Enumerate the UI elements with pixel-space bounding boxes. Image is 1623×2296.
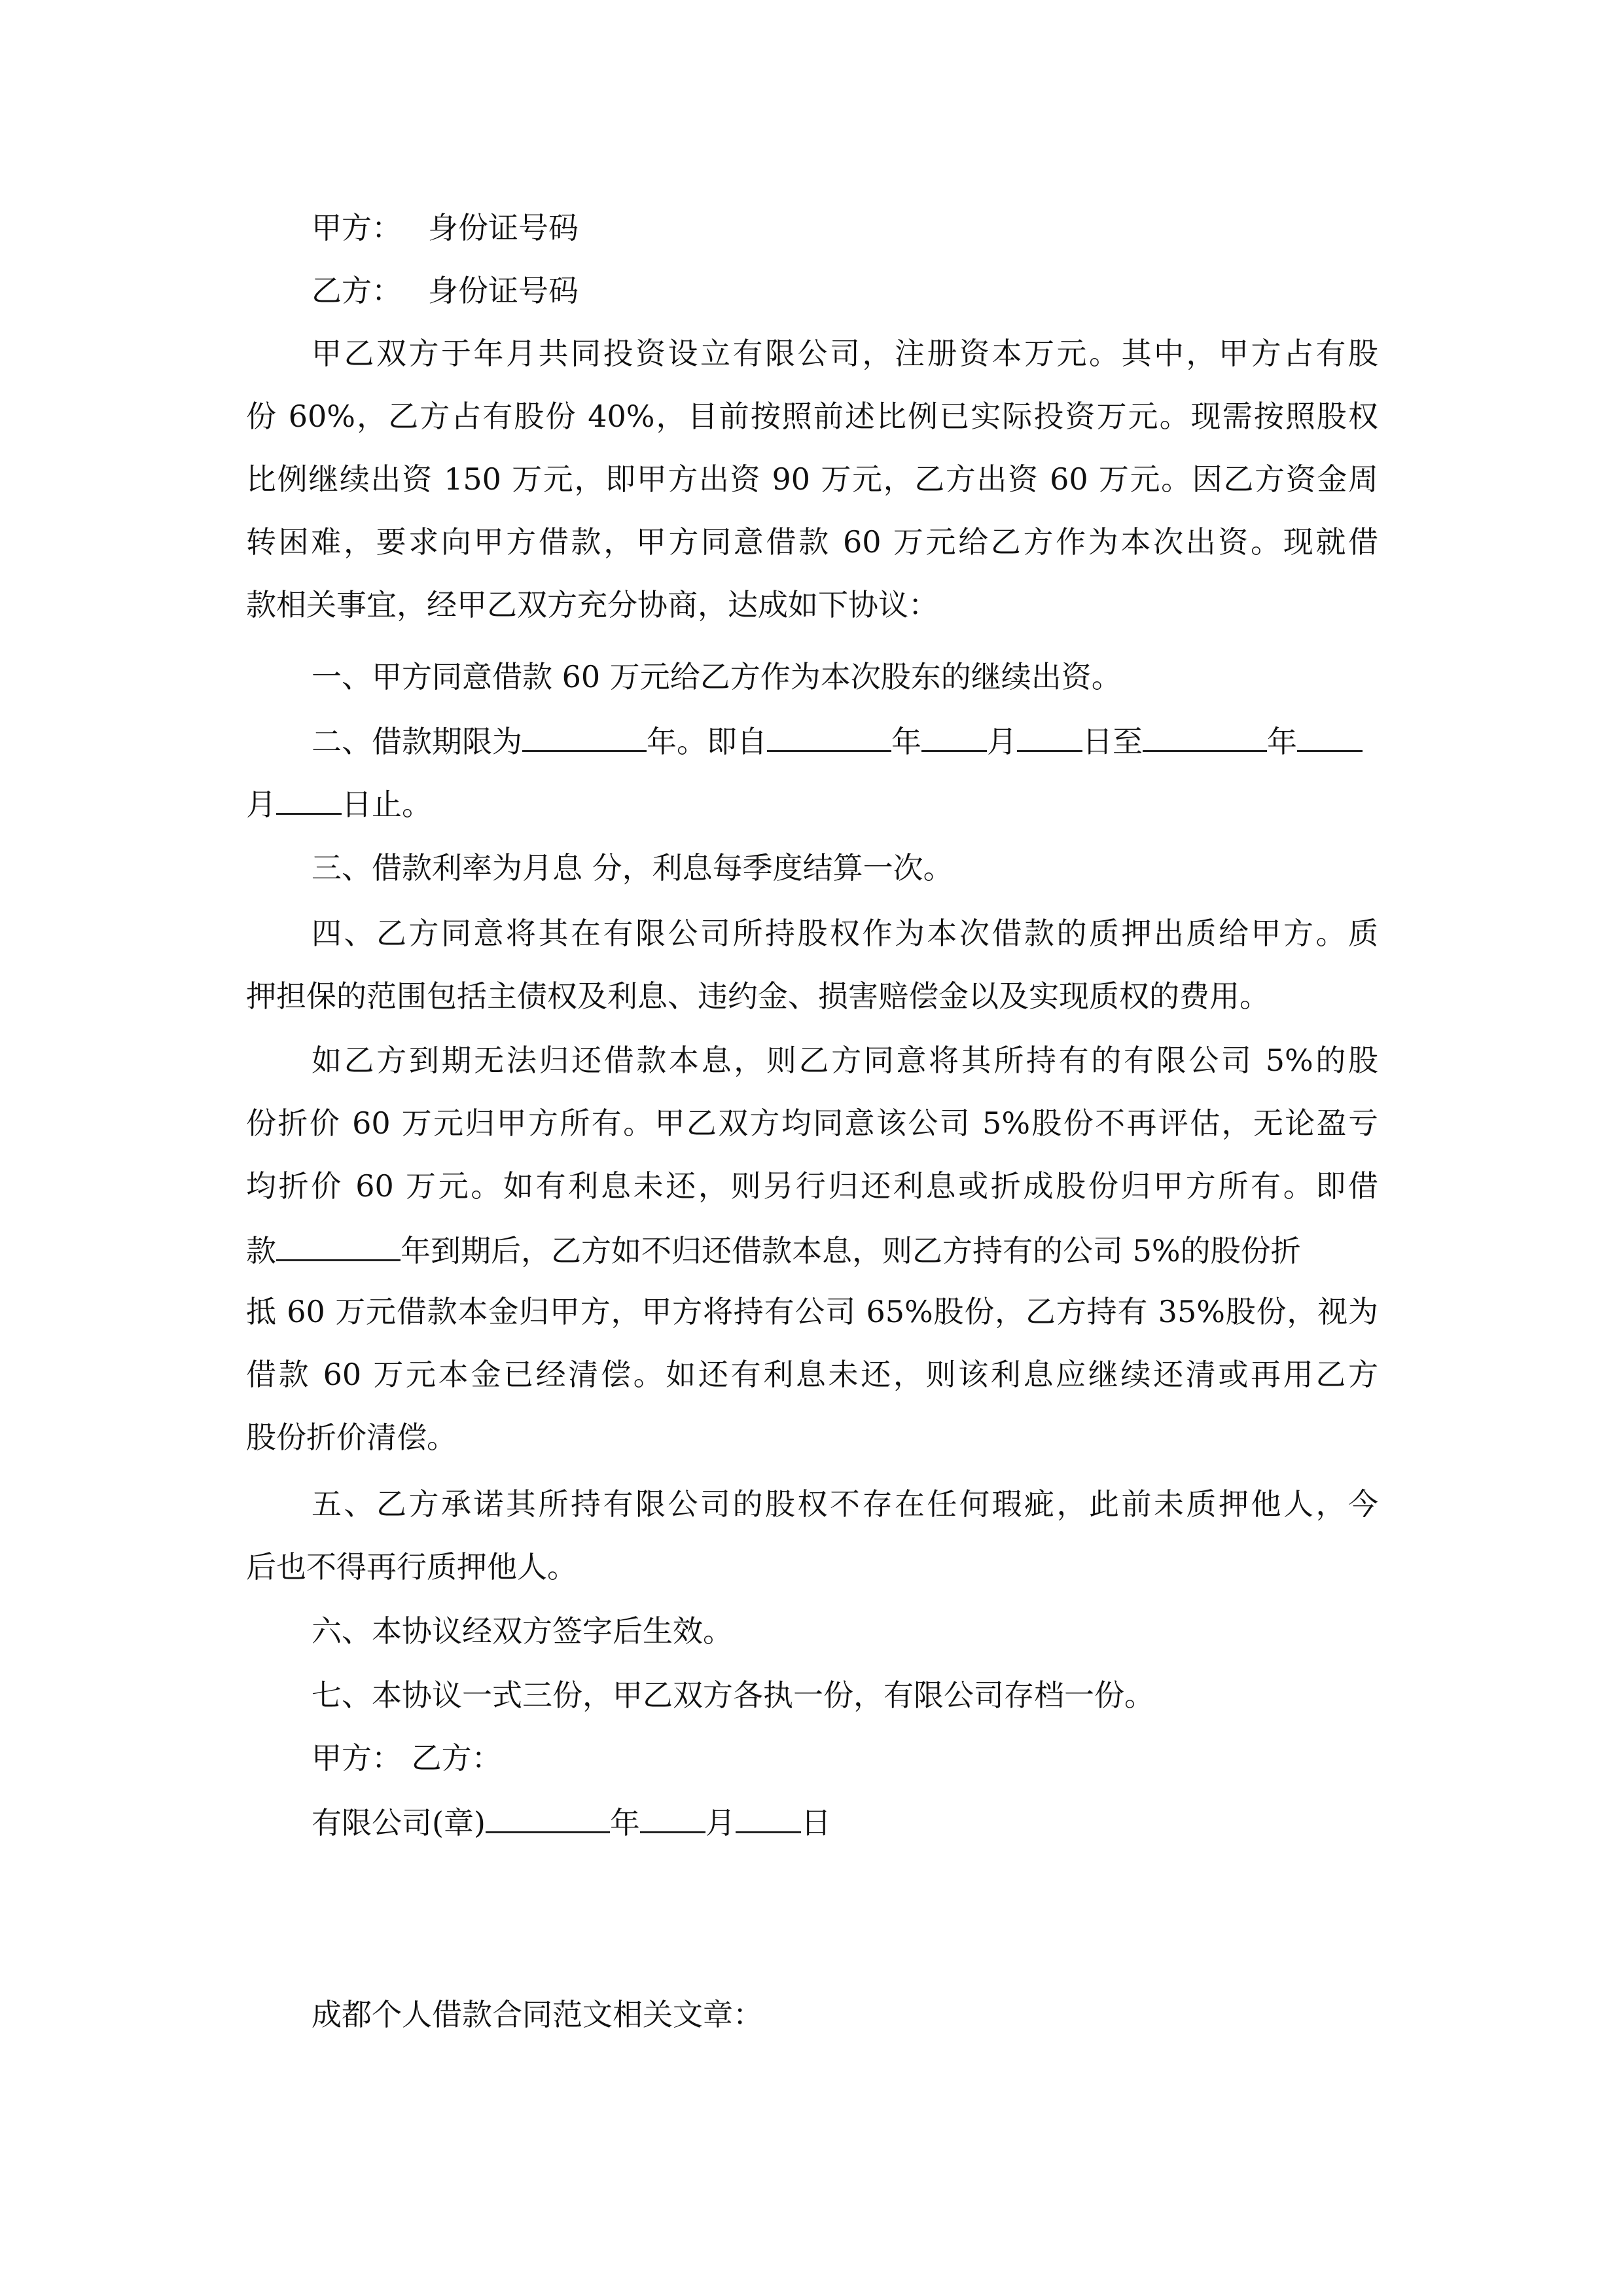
clause-7: 七、本协议一式三份，甲乙双方各执一份，有限公司存档一份。	[312, 1677, 1154, 1713]
end-year-blank	[1143, 720, 1267, 752]
clause-4b-line: 份折价 60 万元归甲方所有。甲乙双方均同意该公司 5%股份不再评估，无论盈亏	[246, 1105, 1378, 1141]
company-seal-label: 有限公司(章)	[312, 1805, 486, 1840]
sign-day-blank	[736, 1801, 801, 1833]
contract-document	[246, 0, 1378, 2296]
related-articles-heading: 成都个人借款合同范文相关文章：	[312, 1997, 763, 2032]
clause-4b-text: 款	[246, 1233, 276, 1268]
clause-4b-text: 年到期后，乙方如不归还借款本息，则乙方持有的公司 5%的股份折	[401, 1233, 1301, 1268]
preamble-line: 款相关事宜，经甲乙双方充分协商，达成如下协议：	[246, 587, 938, 622]
preamble-line: 甲乙双方于年月共同投资设立有限公司，注册资本万元。其中，甲方占有股	[312, 336, 1378, 371]
clause-4b-line: 如乙方到期无法归还借款本息，则乙方同意将其所持有的有限公司 5%的股	[312, 1043, 1378, 1078]
clause-2-text: 年	[1267, 724, 1297, 759]
preamble-line: 比例继续出资 150 万元，即甲方出资 90 万元，乙方出资 60 万元。因乙方资金周	[246, 461, 1378, 497]
clause-4b-line	[246, 1229, 1301, 1270]
end-day-blank	[276, 783, 342, 815]
party-b-label: 乙方：	[312, 273, 402, 308]
clause-2-line	[246, 783, 432, 824]
party-a-line	[312, 208, 579, 247]
preamble-line: 转困难，要求向甲方借款，甲方同意借款 60 万元给乙方作为本次出资。现就借	[246, 524, 1378, 560]
clause-4b-line: 借款 60 万元本金已经清偿。如还有利息未还，则该利息应继续还清或再用乙方	[246, 1357, 1378, 1392]
clause-3: 三、借款利率为月息 分，利息每季度结算一次。	[312, 850, 954, 886]
sign-month-blank	[640, 1801, 705, 1833]
start-year-blank	[767, 720, 891, 752]
party-b-id-label: 身份证号码	[428, 273, 579, 308]
signature-parties: 甲方： 乙方：	[312, 1740, 502, 1776]
clause-2-line	[312, 720, 1363, 761]
sign-year-label: 年	[609, 1805, 640, 1840]
clause-4b-line: 均折价 60 万元。如有利息未还，则另行归还利息或折成股份归甲方所有。即借	[246, 1168, 1378, 1204]
clause-4-line: 四、乙方同意将其在有限公司所持股权作为本次借款的质押出质给甲方。质	[312, 916, 1378, 951]
clause-5-line: 五、乙方承诺其所持有限公司的股权不存在任何瑕疵，此前未质押他人，今	[312, 1486, 1378, 1522]
start-day-blank	[1017, 720, 1082, 752]
clause-2-text: 日至	[1082, 724, 1143, 759]
clause-2-text: 月	[987, 724, 1017, 759]
sign-month-label: 月	[705, 1805, 736, 1840]
clause-2-text: 二、借款期限为	[312, 724, 522, 759]
sign-year-blank	[486, 1801, 610, 1833]
clause-4-line: 押担保的范围包括主债权及利息、违约金、损害赔偿金以及实现质权的费用。	[246, 978, 1270, 1014]
party-b-line	[312, 271, 579, 310]
party-a-id-label: 身份证号码	[428, 210, 579, 245]
signature-date-line	[312, 1801, 831, 1842]
preamble-line: 份 60%，乙方占有股份 40%，目前按照前述比例已实际投资万元。现需按照股权	[246, 399, 1378, 434]
end-month-blank	[1297, 720, 1363, 752]
term-years-blank	[522, 720, 647, 752]
start-month-blank	[921, 720, 987, 752]
clause-2-text: 年。即自	[647, 724, 767, 759]
clause-2-text: 年	[891, 724, 921, 759]
sign-day-label: 日	[800, 1805, 831, 1840]
clause-1: 一、甲方同意借款 60 万元给乙方作为本次股东的继续出资。	[312, 659, 1122, 694]
clause-5-line: 后也不得再行质押他人。	[246, 1549, 577, 1585]
clause-2-text: 日止。	[342, 787, 432, 822]
party-a-label: 甲方：	[312, 210, 402, 245]
loan-years-blank	[276, 1229, 401, 1261]
clause-4b-line: 抵 60 万元借款本金归甲方，甲方将持有公司 65%股份，乙方持有 35%股份，视为	[246, 1294, 1378, 1329]
clause-6: 六、本协议经双方签字后生效。	[312, 1613, 733, 1649]
clause-2-text: 月	[246, 787, 276, 822]
clause-4b-line: 股份折价清偿。	[246, 1420, 457, 1455]
